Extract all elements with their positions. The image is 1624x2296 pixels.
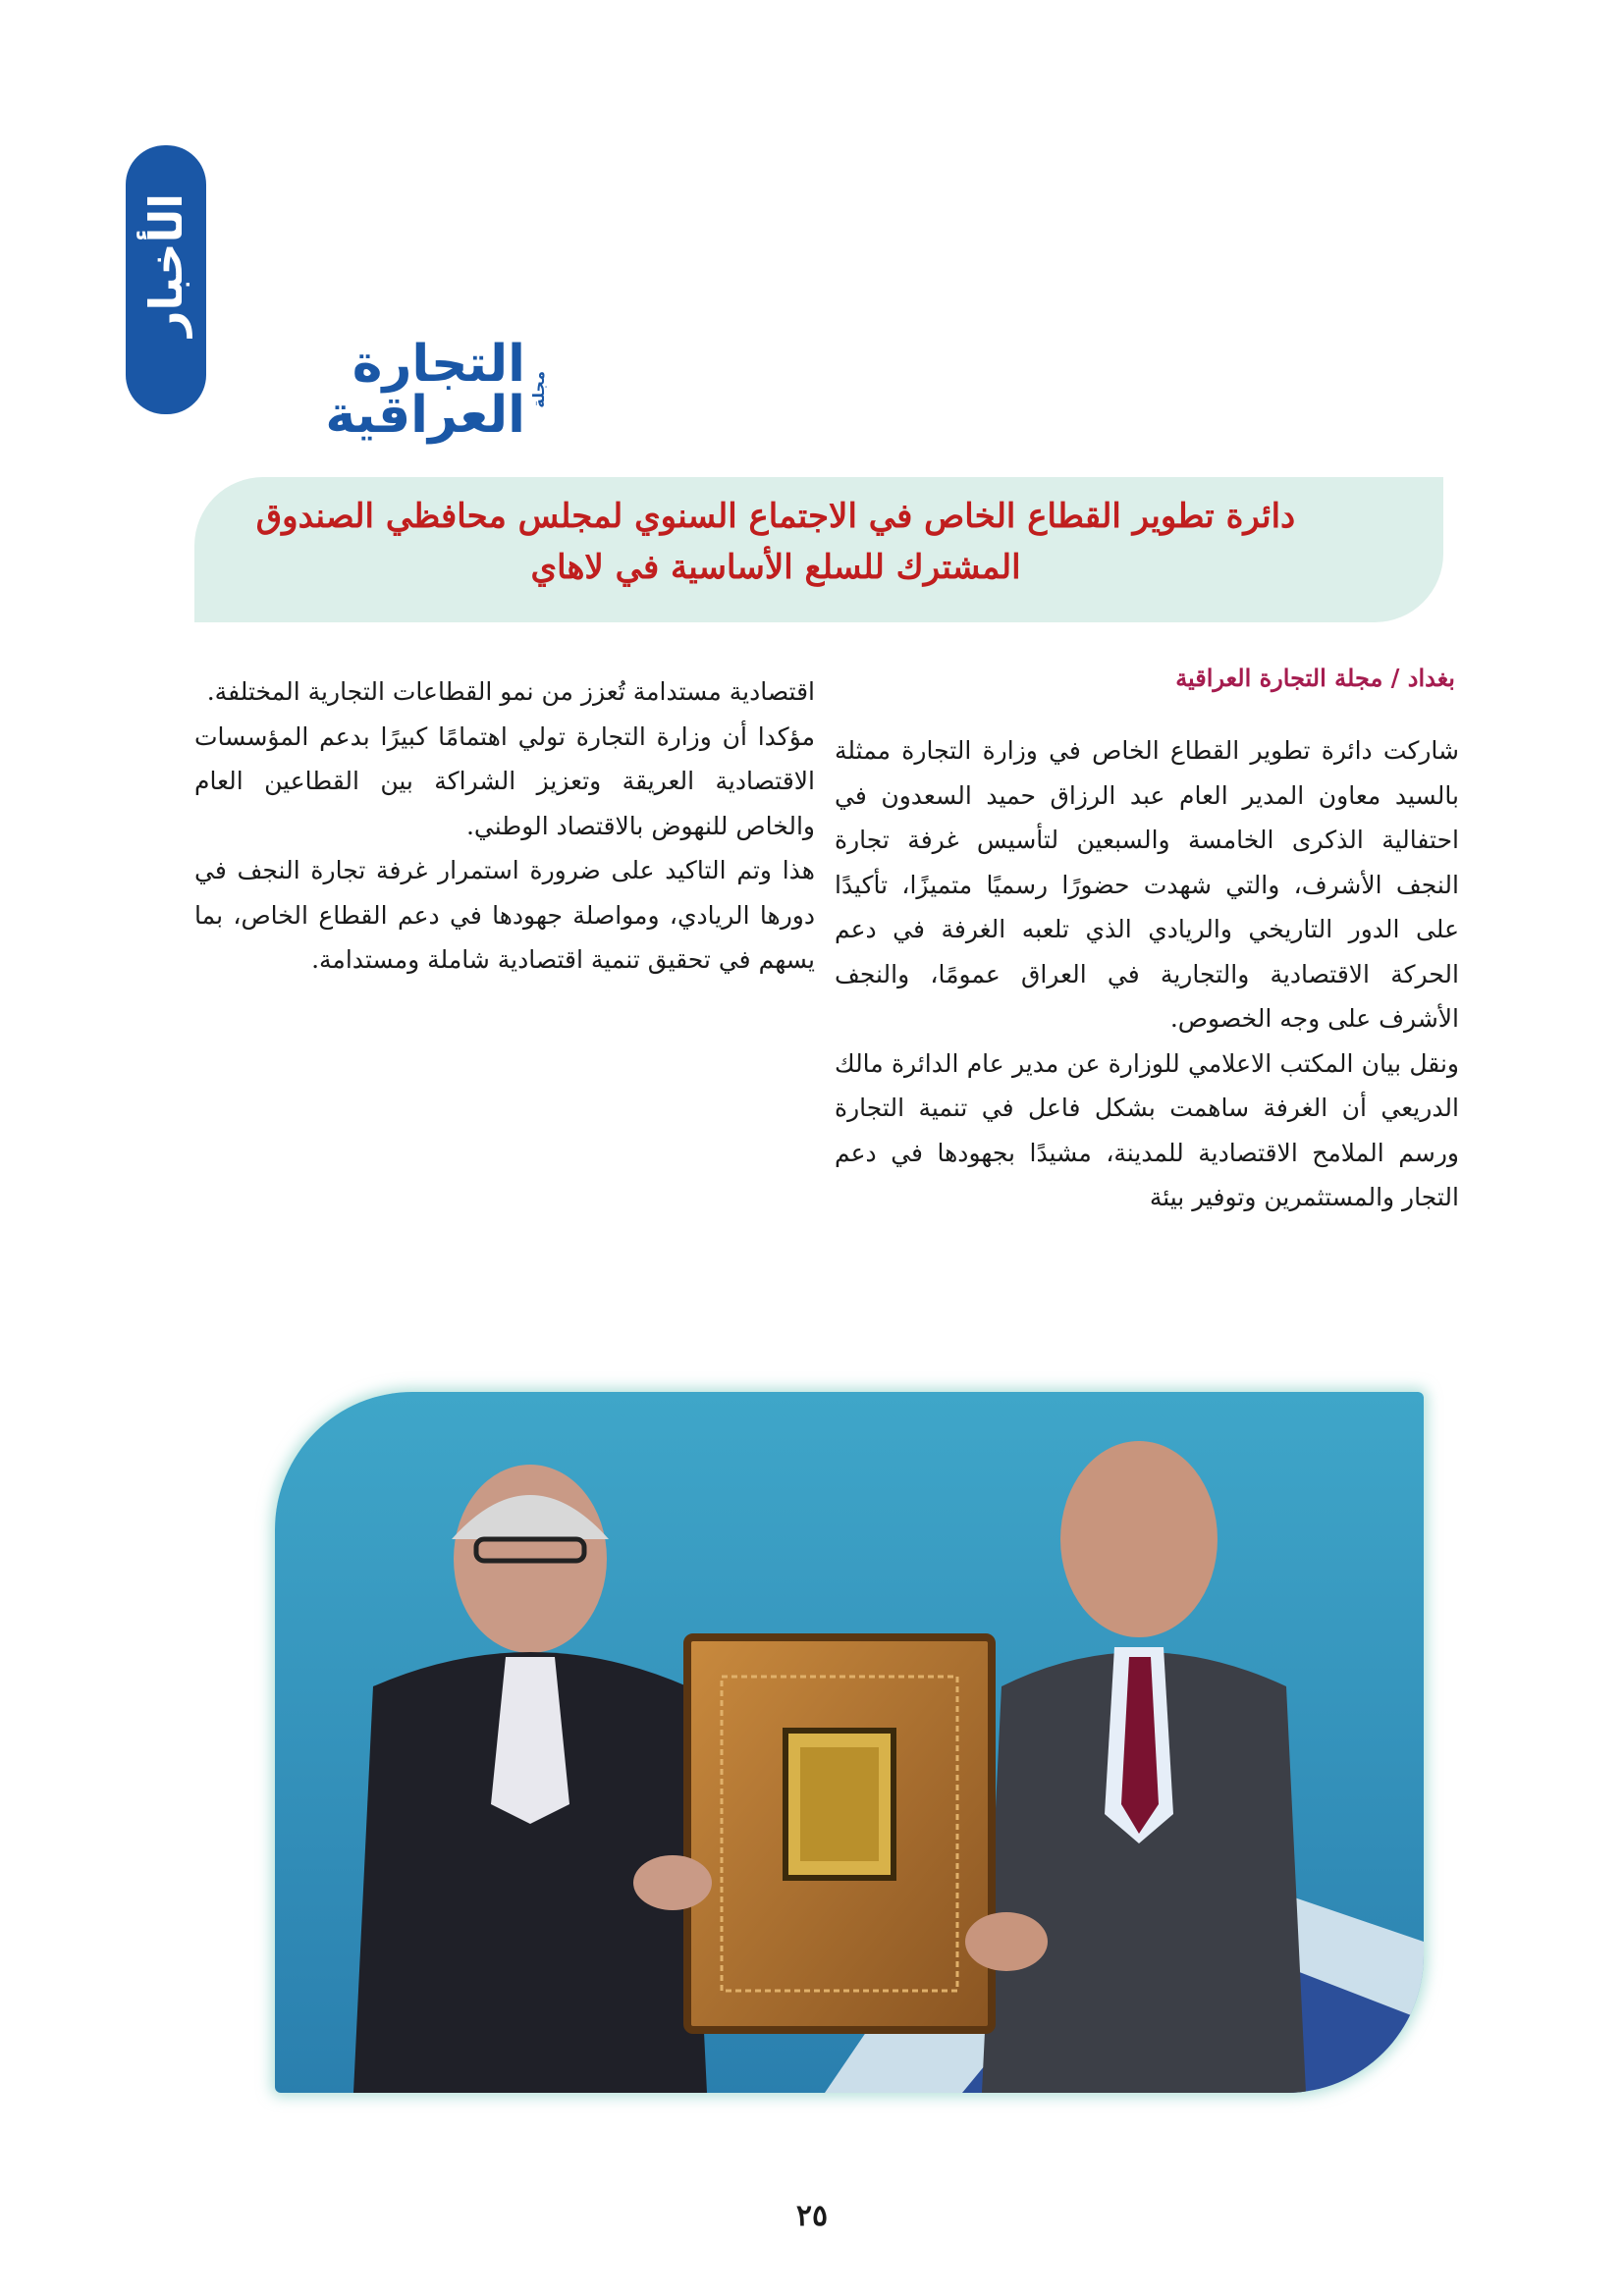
article-column-left xyxy=(194,669,815,983)
article-column-right xyxy=(835,728,1459,1220)
page-number: ٢٥ xyxy=(795,2199,829,2233)
paragraph: هذا وتم التاكيد على ضرورة استمرار غرفة تجارة النجف في دورها الريادي، ومواصلة جهودها في دعم القطاع الخاص، بما يسهم في تحقيق تنمية اقتصادية شاملة ومستدامة. xyxy=(194,856,815,974)
byline: بغداد / مجلة التجارة العراقية xyxy=(1175,664,1455,692)
article-photo xyxy=(275,1392,1424,2093)
article-title xyxy=(236,491,1316,609)
paragraph: اقتصادية مستدامة تُعزز من نمو القطاعات التجارية المختلفة. xyxy=(206,677,815,706)
logo-prefix: مجلة xyxy=(529,371,548,408)
article-title-line-2: المشترك للسلع الأساسية في لاهاي xyxy=(530,548,1021,587)
logo-title: التجارة العراقية xyxy=(325,335,525,445)
paragraph: ونقل بيان المكتب الاعلامي للوزارة عن مدير عام الدائرة مالك الدريعي أن الغرفة ساهمت بشكل فاعل في تنمية التجارة ورسم الملامح الاقتصادية للمدينة، مشيدًا بجهودها في دعم التجار والمستثمرين وتوفير بيئة xyxy=(835,1048,1459,1211)
article-title-line-1: دائرة تطوير القطاع الخاص في الاجتماع السنوي لمجلس محافظي الصندوق xyxy=(255,497,1296,536)
paragraph: مؤكدا أن وزارة التجارة تولي اهتمامًا كبيرًا بدعم المؤسسات الاقتصادية العريقة وتعزيز الشراكة بين القطاعين العام والخاص للنهوض بالاقتصاد الوطني. xyxy=(194,721,815,840)
paragraph: شاركت دائرة تطوير القطاع الخاص في وزارة التجارة ممثلة بالسيد معاون المدير العام عبد الرزاق حميد السعدون في احتفالية الذكرى الخامسة والسبعين لتأسيس غرفة تجارة النجف الأشرف، والتي شهدت حضورًا رسميًا متميزًا، تأكيدًا على الدور التاريخي والريادي الذي تلعبه الغرفة في دعم الحركة الاقتصادية والتجارية في العراق عمومًا، والنجف الأشرف على وجه الخصوص. xyxy=(835,736,1459,1033)
magazine-logo xyxy=(204,335,548,445)
section-label: الأخبار xyxy=(139,193,192,337)
